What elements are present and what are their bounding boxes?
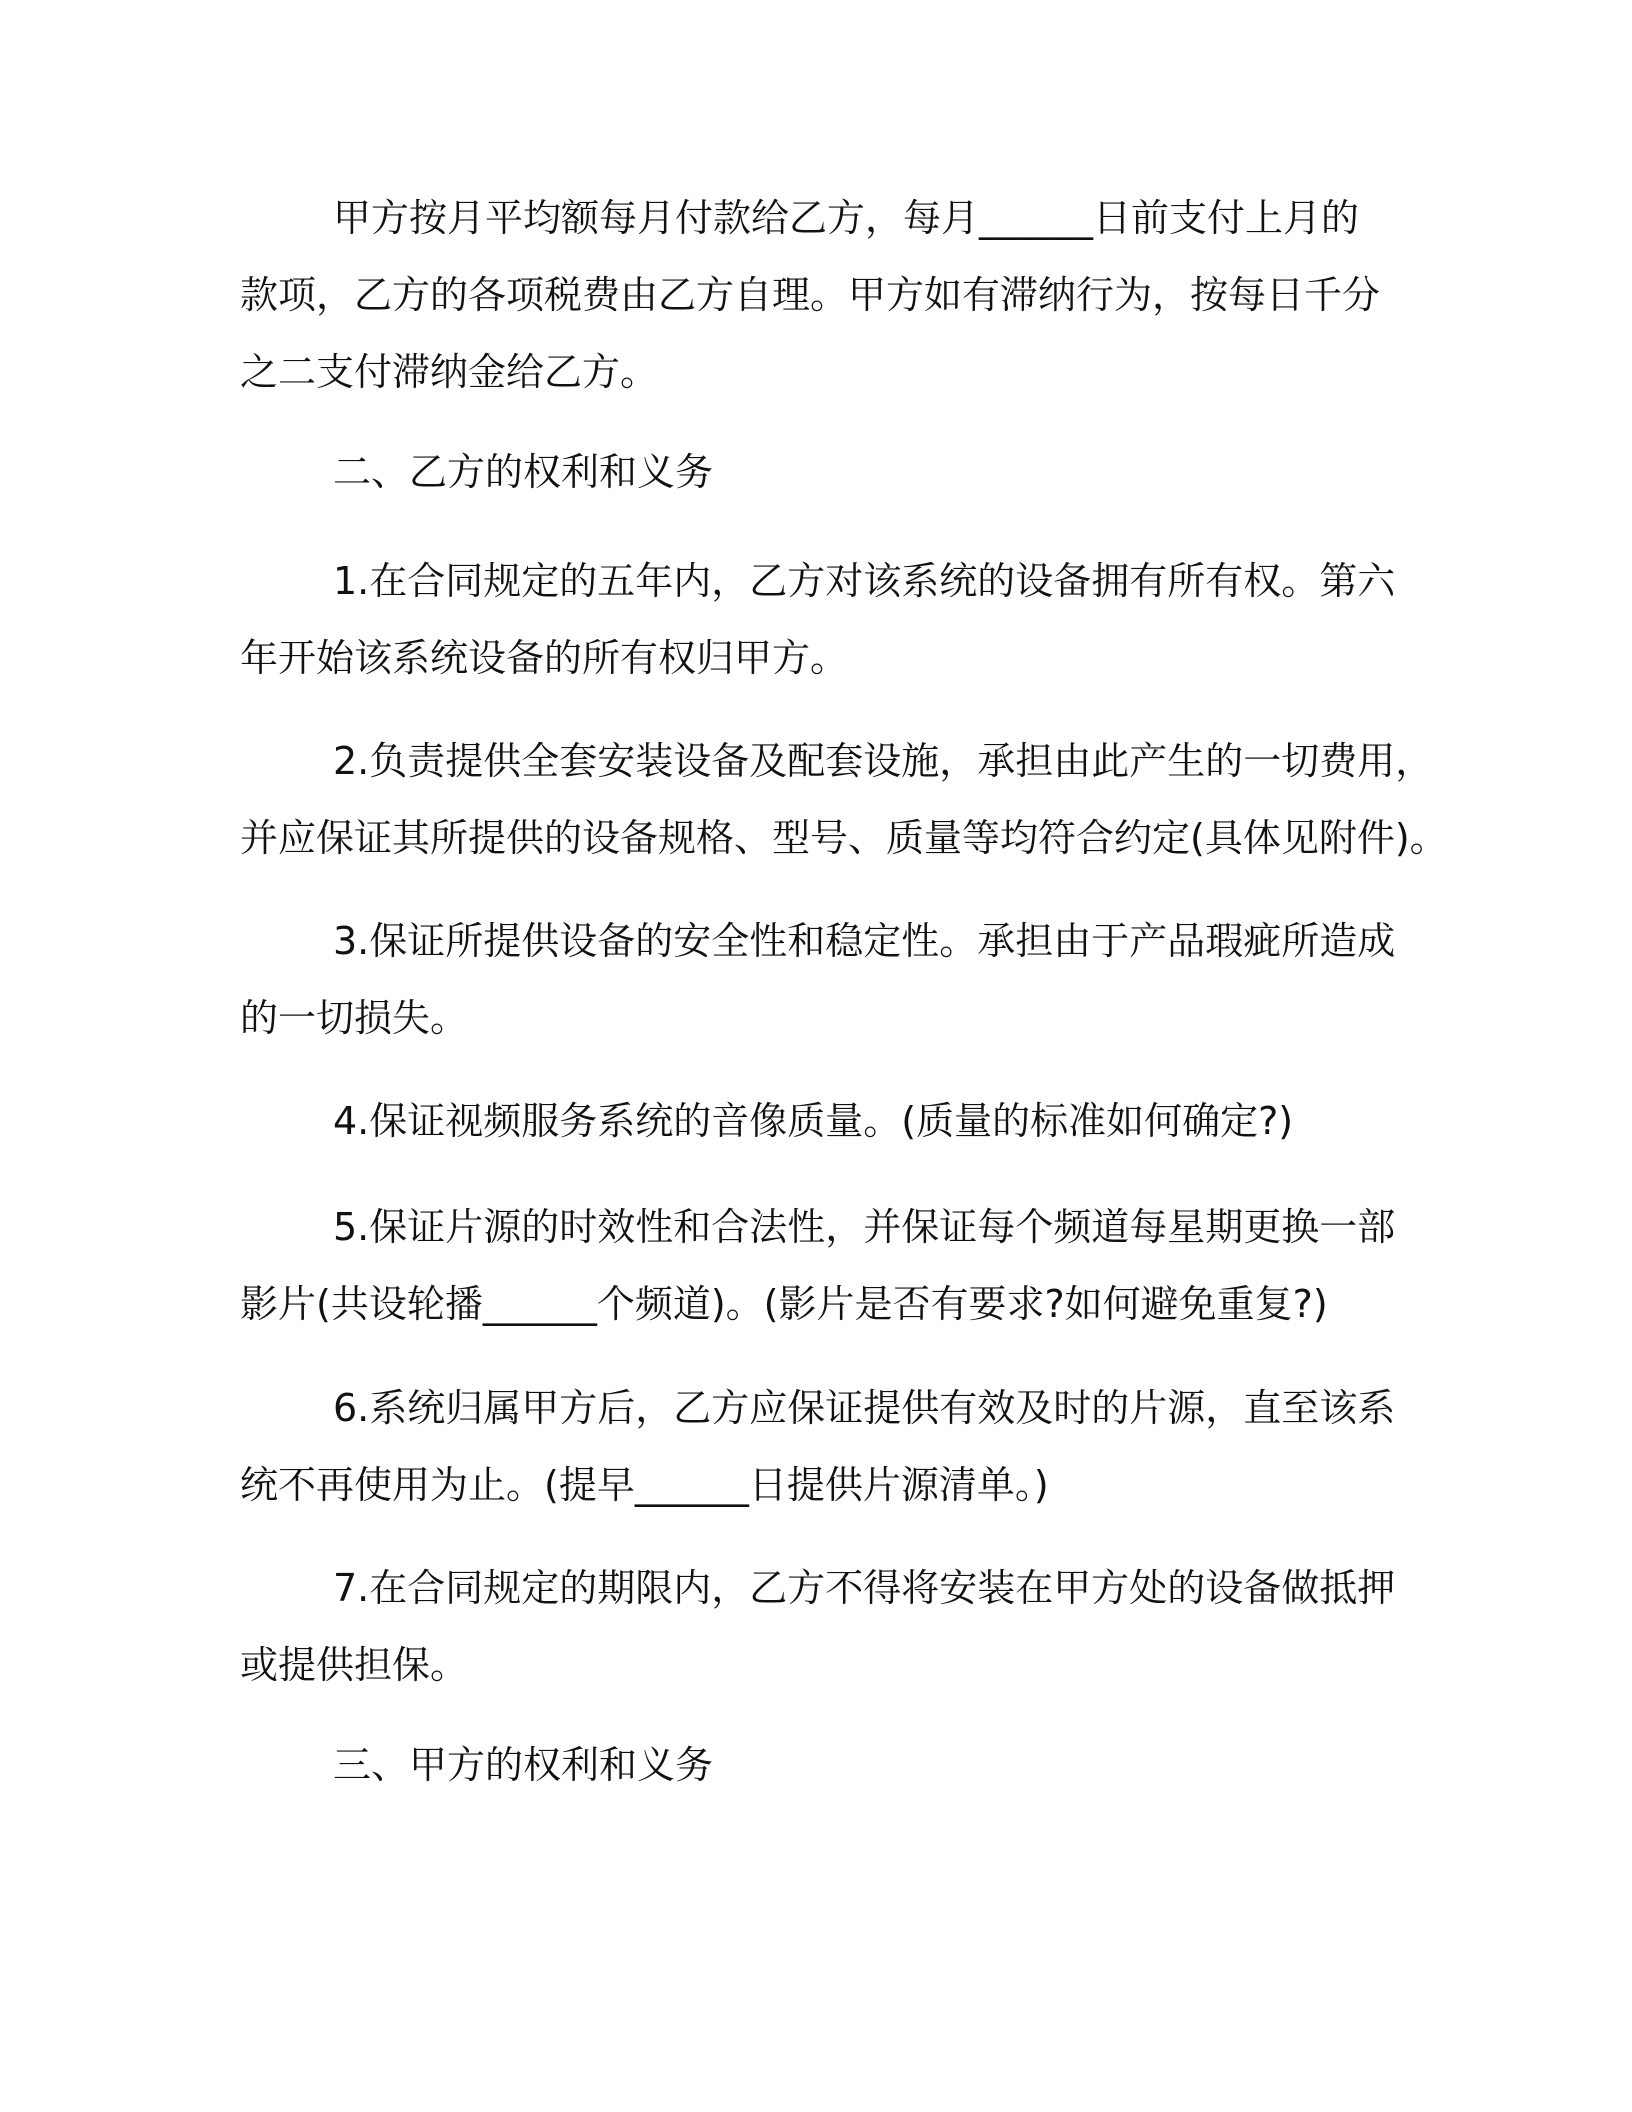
paragraph-line: 4.保证视频服务系统的音像质量。(质量的标准如何确定?) <box>333 1099 1294 1143</box>
paragraph-line: 并应保证其所提供的设备规格、型号、质量等均符合约定(具体见附件)。 <box>240 816 1448 860</box>
section-heading: 三、甲方的权利和义务 <box>333 1743 714 1787</box>
section-heading-party-a <box>240 1727 1410 1804</box>
clause-1 <box>240 543 1410 697</box>
paragraph-payment-terms <box>240 180 1410 411</box>
paragraph-line: 甲方按月平均额每月付款给乙方，每月______日前支付上月的 <box>333 196 1360 240</box>
paragraph-line: 1.在合同规定的五年内，乙方对该系统的设备拥有所有权。第六 <box>333 559 1396 603</box>
paragraph-line: 款项，乙方的各项税费由乙方自理。甲方如有滞纳行为，按每日千分 <box>240 273 1381 317</box>
clause-3 <box>240 903 1410 1057</box>
paragraph-line: 统不再使用为止。(提早______日提供片源清单。) <box>240 1463 1049 1507</box>
paragraph-line: 7.在合同规定的期限内，乙方不得将安装在甲方处的设备做抵押 <box>333 1566 1396 1610</box>
paragraph-line: 或提供担保。 <box>240 1643 469 1687</box>
clause-6 <box>240 1370 1410 1524</box>
section-heading: 二、乙方的权利和义务 <box>333 450 714 494</box>
paragraph-line: 2.负责提供全套安装设备及配套设施，承担由此产生的一切费用， <box>333 739 1434 783</box>
paragraph-line: 5.保证片源的时效性和合法性，并保证每个频道每星期更换一部 <box>333 1205 1396 1249</box>
paragraph-line: 年开始该系统设备的所有权归甲方。 <box>240 636 849 680</box>
section-heading-party-b <box>240 434 1410 511</box>
paragraph-line: 6.系统归属甲方后，乙方应保证提供有效及时的片源，直至该系 <box>333 1386 1396 1430</box>
clause-5 <box>240 1189 1410 1343</box>
paragraph-line: 影片(共设轮播______个频道)。(影片是否有要求?如何避免重复?) <box>240 1282 1328 1326</box>
paragraph-line: 3.保证所提供设备的安全性和稳定性。承担由于产品瑕疵所造成 <box>333 919 1396 963</box>
clause-2 <box>240 723 1448 877</box>
paragraph-line: 的一切损失。 <box>240 996 469 1040</box>
clause-4 <box>240 1083 1410 1160</box>
paragraph-line: 之二支付滞纳金给乙方。 <box>240 350 659 394</box>
clause-7 <box>240 1550 1410 1704</box>
